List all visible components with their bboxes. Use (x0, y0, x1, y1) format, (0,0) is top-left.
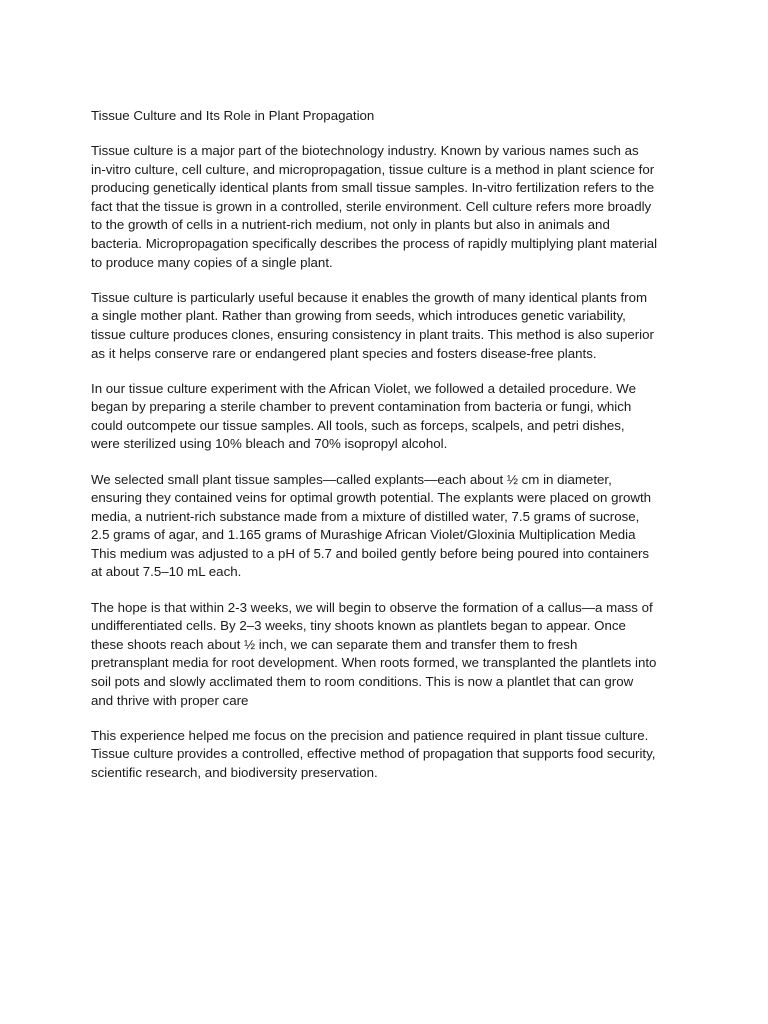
paragraph-line: tissue culture produces clones, ensuring consistency in plant traits. This method is also superior (91, 326, 654, 342)
paragraph-line: soil pots and slowly acclimated them to room conditions. This is now a plantlet that can grow (91, 673, 634, 689)
paragraph-line: We selected small plant tissue samples—called explants—each about ½ cm in diameter, (91, 471, 612, 487)
paragraph-line: Tissue culture is particularly useful because it enables the growth of many identical plants from (91, 289, 648, 305)
paragraph-line: The hope is that within 2-3 weeks, we will begin to observe the formation of a callus—a mass of (91, 599, 653, 615)
paragraph-explants (91, 471, 691, 583)
document-title: Tissue Culture and Its Role in Plant Propagation (91, 108, 375, 123)
document-body (91, 107, 691, 799)
paragraph-line: were sterilized using 10% bleach and 70% isopropyl alcohol. (91, 436, 448, 452)
paragraph-line: Tissue culture provides a controlled, effective method of propagation that supports food security, (91, 746, 656, 762)
paragraph-line: to the growth of cells in a nutrient-rich medium, not only in plants but also in animals and (91, 217, 610, 233)
paragraph-line: a single mother plant. Rather than growing from seeds, which introduces genetic variability, (91, 308, 626, 324)
paragraph-line: to produce many copies of a single plant. (91, 254, 333, 270)
paragraph-conclusion (91, 727, 691, 783)
paragraph-usefulness (91, 289, 691, 363)
paragraph-line: at about 7.5–10 mL each. (91, 564, 242, 580)
paragraph-line: could outcompete our tissue samples. All tools, such as forceps, scalpels, and petri dishes, (91, 417, 625, 433)
paragraph-line: scientific research, and biodiversity preservation. (91, 764, 378, 780)
paragraph-line: as it helps conserve rare or endangered plant species and fosters disease-free plants. (91, 345, 597, 361)
paragraph-line: producing genetically identical plants from small tissue samples. In-vitro fertilization refers to the (91, 180, 655, 196)
paragraph-line: and thrive with proper care (91, 692, 249, 708)
paragraph-line: undifferentiated cells. By 2–3 weeks, tiny shoots known as plantlets began to appear. Once (91, 618, 626, 634)
paragraph-callus (91, 599, 691, 711)
paragraph-line: This experience helped me focus on the precision and patience required in plant tissue culture. (91, 727, 649, 743)
paragraph-line: these shoots reach about ½ inch, we can separate them and transfer them to fresh (91, 636, 578, 652)
paragraph-line: Tissue culture is a major part of the biotechnology industry. Known by various names such as (91, 143, 639, 159)
paragraph-line: in-vitro culture, cell culture, and micropropagation, tissue culture is a method in plant science for (91, 161, 655, 177)
paragraph-intro (91, 142, 691, 272)
paragraph-line: bacteria. Micropropagation specifically describes the process of rapidly multiplying plant material (91, 236, 658, 252)
paragraph-line: 2.5 grams of agar, and 1.165 grams of Murashige African Violet/Gloxinia Multiplication Media (91, 527, 636, 543)
paragraph-line: began by preparing a sterile chamber to prevent contamination from bacteria or fungi, which (91, 399, 632, 415)
paragraph-line: In our tissue culture experiment with the African Violet, we followed a detailed procedure. We (91, 380, 636, 396)
paragraph-experiment (91, 380, 691, 454)
paragraph-line: media, a nutrient-rich substance made from a mixture of distilled water, 7.5 grams of sucrose, (91, 508, 640, 524)
paragraph-line: pretransplant media for root development. When roots formed, we transplanted the plantlets into (91, 655, 657, 671)
paragraph-line: This medium was adjusted to a pH of 5.7 and boiled gently before being poured into containers (91, 545, 650, 561)
paragraph-line: fact that the tissue is grown in a controlled, sterile environment. Cell culture refers more broadly (91, 198, 652, 214)
paragraph-line: ensuring they contained veins for optimal growth potential. The explants were placed on growth (91, 490, 652, 506)
